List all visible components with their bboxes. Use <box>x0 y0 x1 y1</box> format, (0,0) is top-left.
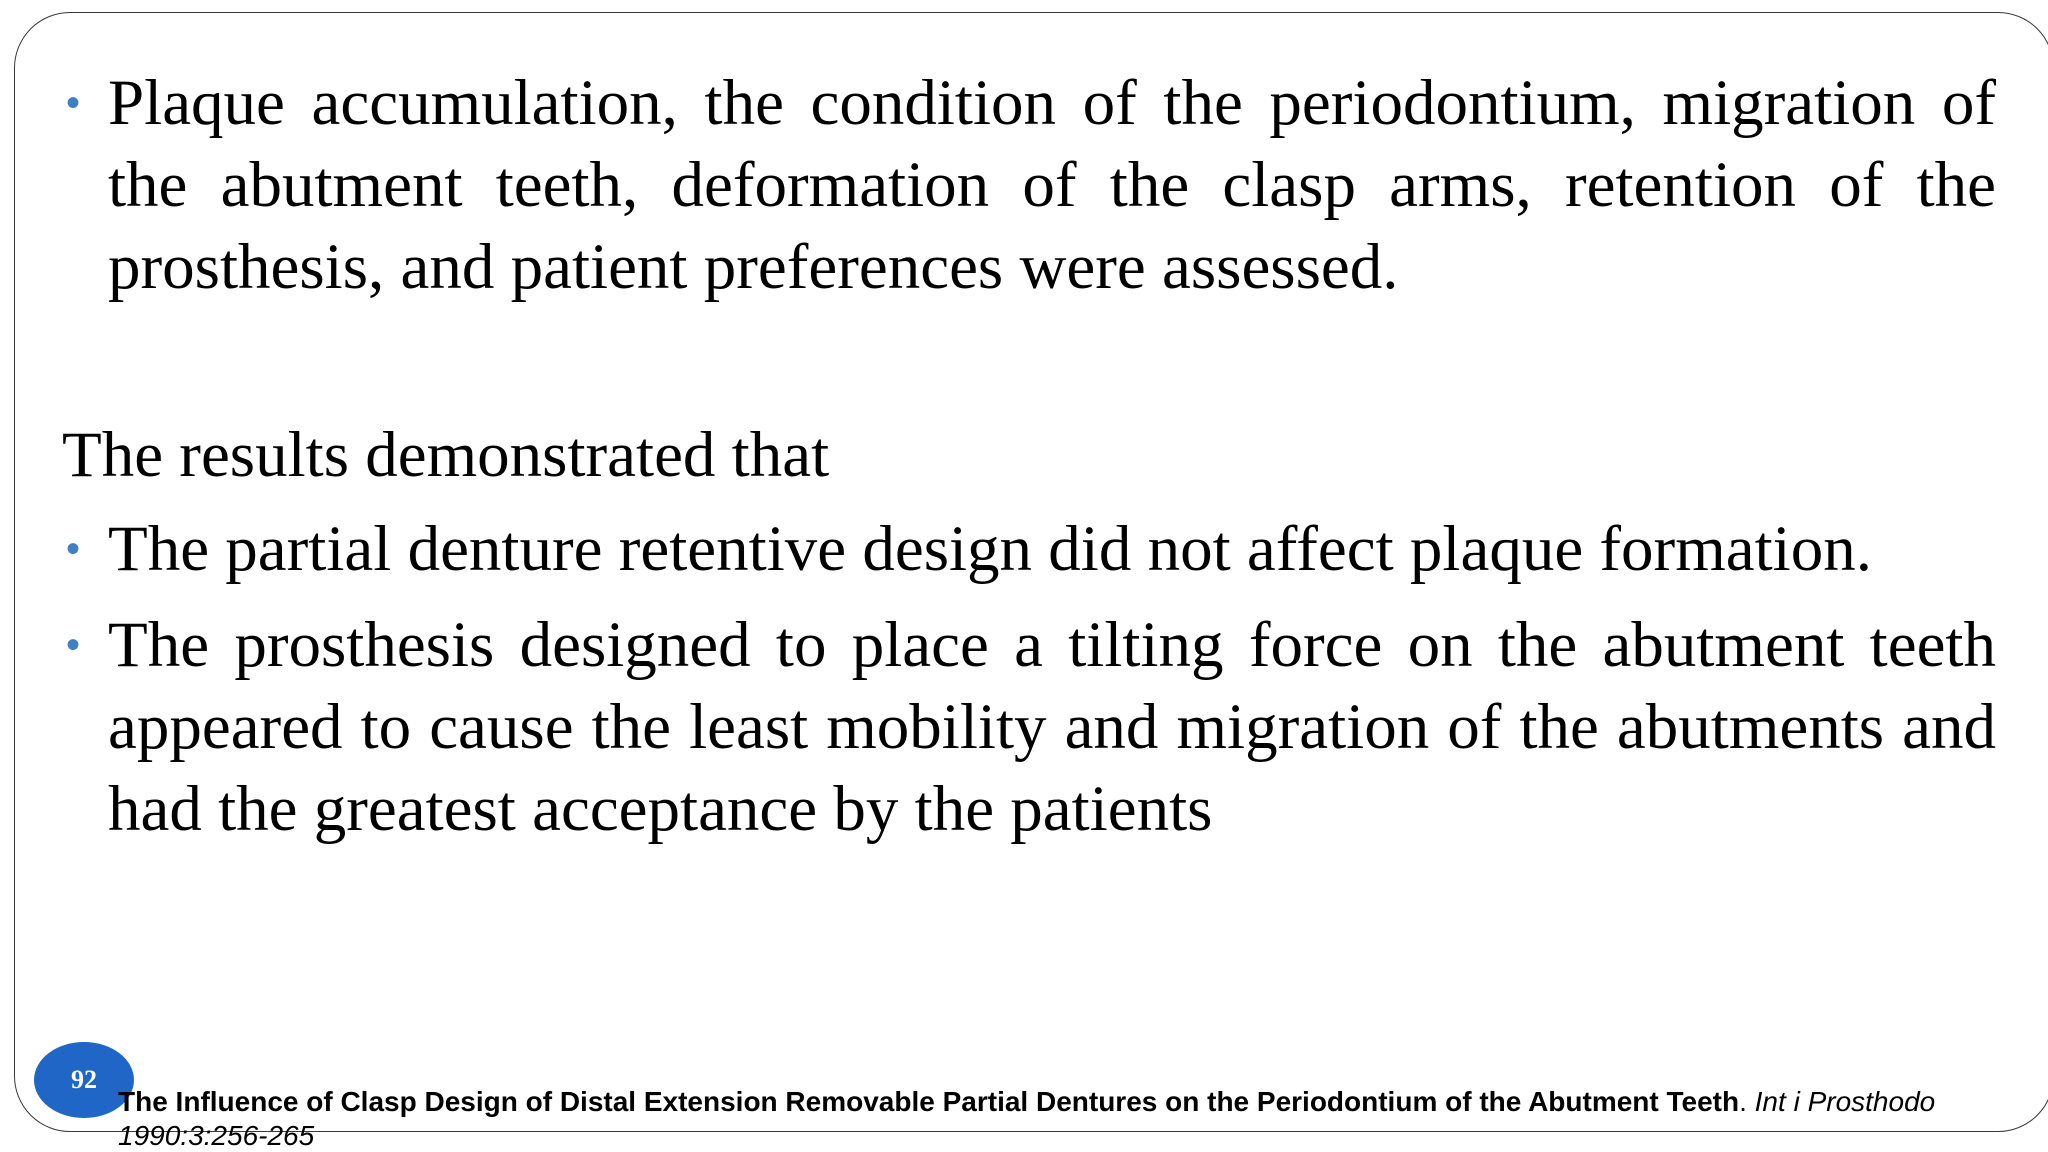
results-intro: The results demonstrated that <box>62 419 830 491</box>
bullet-marker: • <box>66 81 81 125</box>
bullet-tilting-force-result: The prosthesis designed to place a tilting force on the abutment teeth appeared to cause the least mobility and migration of the abutments and had the greatest acceptance by the patients <box>108 609 1996 845</box>
citation-journal: Int i Prosthodo <box>1754 1086 1936 1117</box>
bullet-assessment: Plaque accumulation, the condition of the periodontium, migration of the abutment teeth, deformation of the clasp arms, retention of the prosthesis, and patient preferences were assessed. <box>108 67 1996 303</box>
bullet-plaque-result: The partial denture retentive design did not affect plaque formation. <box>108 513 1872 585</box>
citation-title: The Influence of Clasp Design of Distal Extension Removable Partial Dentures on the Periodontium of the Abutment Teeth <box>118 1086 1740 1117</box>
citation-line <box>118 1084 2048 1120</box>
bullet-marker: • <box>66 527 81 571</box>
citation-details: 1990:3:256-265 <box>118 1120 315 1151</box>
citation-separator: . <box>1739 1086 1755 1117</box>
bullet-marker: • <box>66 623 81 667</box>
page-number: 92 <box>71 1065 97 1094</box>
